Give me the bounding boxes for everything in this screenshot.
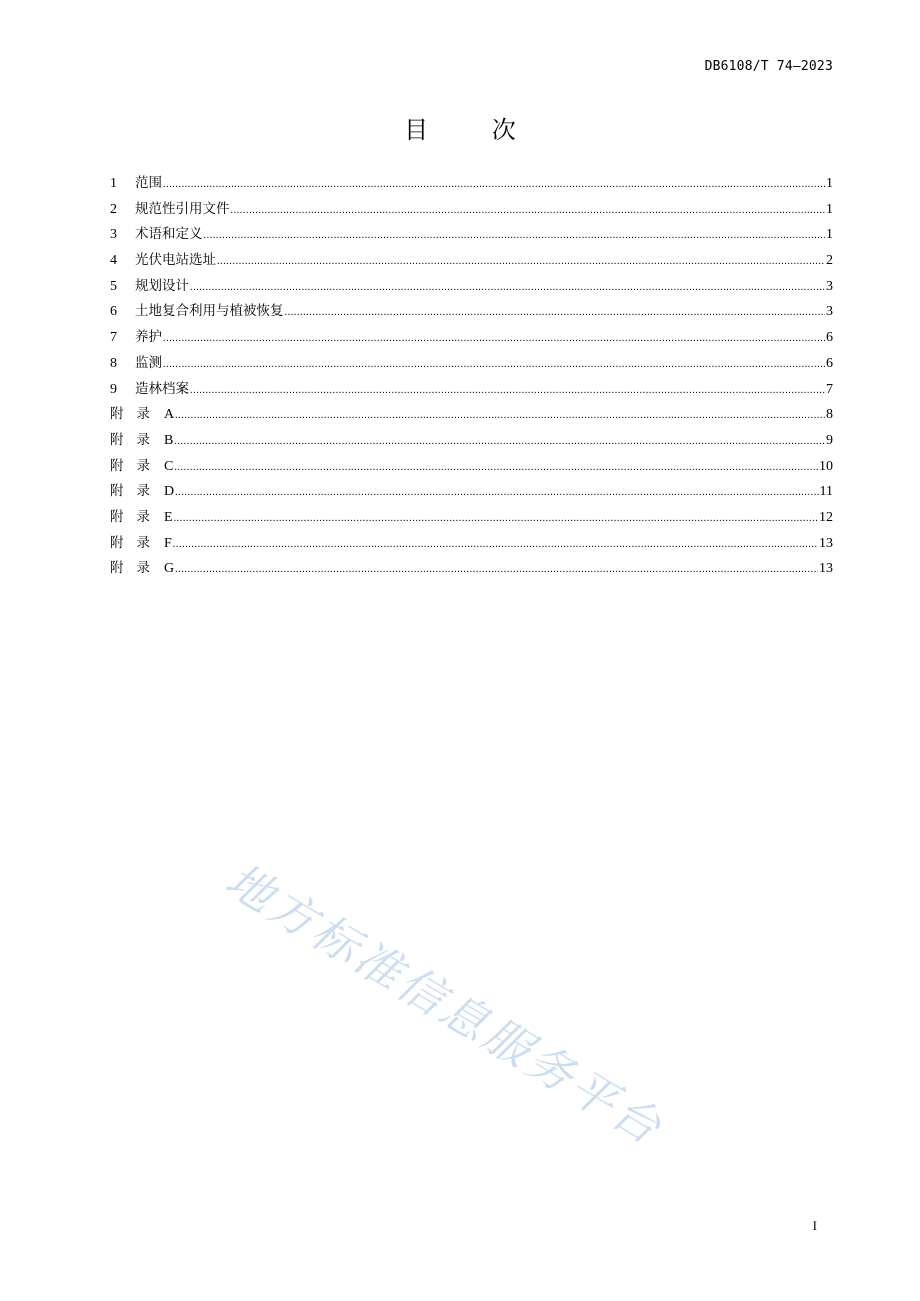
toc-appendix-e[interactable] [110, 505, 833, 531]
appendix-word-2: 录 [136, 483, 150, 500]
toc-entry-label: 术语和定义 [135, 226, 203, 243]
toc-dot-leader [163, 172, 825, 198]
toc-entry-page: 3 [826, 304, 833, 320]
appendix-letter: C [164, 458, 174, 474]
toc-entry-page: 2 [826, 253, 833, 269]
appendix-word-1: 附 [110, 508, 124, 525]
toc-appendix-label [110, 556, 174, 582]
toc-entry-maintenance[interactable] [110, 325, 833, 351]
appendix-word-2: 录 [136, 534, 150, 551]
appendix-word-1: 附 [110, 560, 124, 577]
toc-dot-leader [190, 378, 825, 404]
appendix-letter: B [164, 432, 174, 448]
toc-entry-label: 规范性引用文件 [135, 200, 230, 217]
toc-appendix-label [110, 505, 173, 531]
toc-entry-number: 2 [110, 201, 117, 217]
toc-entry-label: 光伏电站选址 [135, 252, 216, 269]
toc-dot-leader [217, 249, 825, 275]
toc-entry-number: 5 [110, 278, 117, 294]
toc-entry-page: 11 [819, 484, 833, 500]
toc-appendix-f[interactable] [110, 531, 833, 557]
toc-appendix-label [110, 428, 173, 454]
toc-entry-monitoring[interactable] [110, 351, 833, 377]
toc-dot-leader [204, 223, 826, 249]
toc-entry-label: 监测 [135, 354, 162, 371]
appendix-word-1: 附 [110, 457, 124, 474]
toc-appendix-label [110, 479, 174, 505]
toc-dot-leader [174, 506, 818, 532]
toc-dot-leader [174, 429, 825, 455]
appendix-word-1: 附 [110, 431, 124, 448]
page-number: I [812, 1218, 817, 1233]
toc-entry-number: 3 [110, 227, 117, 243]
appendix-word-2: 录 [136, 431, 150, 448]
toc-entry-page: 9 [826, 432, 833, 448]
toc-appendix-d[interactable] [110, 479, 833, 505]
toc-dot-leader [190, 275, 825, 301]
toc-entry-label: 养护 [135, 329, 162, 346]
toc-entry-number: 9 [110, 381, 117, 397]
standard-code: DB6108/T 74—2023 [704, 59, 833, 74]
toc-entry-page: 1 [826, 227, 833, 243]
appendix-word-2: 录 [136, 457, 150, 474]
toc-entry-number: 7 [110, 330, 117, 346]
toc-entry-page: 6 [826, 355, 833, 371]
toc-entry-label: 造林档案 [135, 380, 189, 397]
appendix-letter: A [164, 407, 175, 423]
appendix-letter: G [164, 561, 175, 577]
appendix-word-1: 附 [110, 483, 124, 500]
page-title: 目 次 [404, 116, 544, 144]
toc-appendix-label [110, 454, 173, 480]
appendix-word-1: 附 [110, 406, 124, 423]
toc-entry-page: 13 [819, 535, 833, 551]
appendix-word-1: 附 [110, 534, 124, 551]
appendix-letter: D [164, 484, 175, 500]
appendix-letter: E [164, 509, 173, 525]
toc-entry-site-selection[interactable] [110, 248, 833, 274]
toc-entry-page: 10 [819, 458, 833, 474]
toc-entry-page: 13 [819, 561, 833, 577]
toc-entry-land-use-vegetation[interactable] [110, 299, 833, 325]
toc-entry-page: 3 [826, 278, 833, 294]
watermark: 地方标准信息服务平台 [216, 852, 673, 1157]
toc-entry-number: 8 [110, 355, 117, 371]
toc-appendix-g[interactable] [110, 556, 833, 582]
appendix-word-2: 录 [136, 560, 150, 577]
toc-dot-leader [175, 403, 825, 429]
toc-entry-page: 6 [826, 330, 833, 346]
toc-dot-leader [174, 455, 818, 481]
toc-dot-leader [163, 326, 825, 352]
toc-entry-page: 12 [819, 509, 833, 525]
appendix-word-2: 录 [136, 406, 150, 423]
toc-dot-leader [231, 198, 826, 224]
toc-entry-number: 4 [110, 253, 117, 269]
toc-entry-terms[interactable] [110, 222, 833, 248]
toc-appendix-label [110, 402, 174, 428]
toc-entry-label: 规划设计 [135, 277, 189, 294]
toc-entry-page: 7 [826, 381, 833, 397]
toc-entry-number: 1 [110, 176, 117, 191]
toc-entry-normative-references[interactable] [110, 197, 833, 223]
appendix-word-2: 录 [136, 508, 150, 525]
toc-entry-afforestation-records[interactable] [110, 377, 833, 403]
toc-entry-page: 1 [826, 201, 833, 217]
toc-entry-scope[interactable] [110, 171, 833, 197]
toc-dot-leader [175, 480, 818, 506]
toc-appendix-label [110, 531, 172, 557]
toc-entry-label: 范围 [135, 175, 162, 191]
toc-entry-label: 土地复合利用与植被恢复 [135, 303, 284, 320]
toc-entry-number: 6 [110, 304, 117, 320]
toc-dot-leader [173, 532, 818, 558]
toc-appendix-a[interactable] [110, 402, 833, 428]
toc-dot-leader [163, 352, 825, 378]
table-of-contents [110, 171, 833, 582]
toc-appendix-b[interactable] [110, 428, 833, 454]
toc-entry-page: 8 [826, 407, 833, 423]
toc-dot-leader [175, 557, 818, 583]
toc-dot-leader [285, 300, 826, 326]
toc-entry-page: 1 [826, 176, 833, 191]
toc-appendix-c[interactable] [110, 454, 833, 480]
appendix-letter: F [164, 535, 172, 551]
toc-entry-planning-design[interactable] [110, 274, 833, 300]
